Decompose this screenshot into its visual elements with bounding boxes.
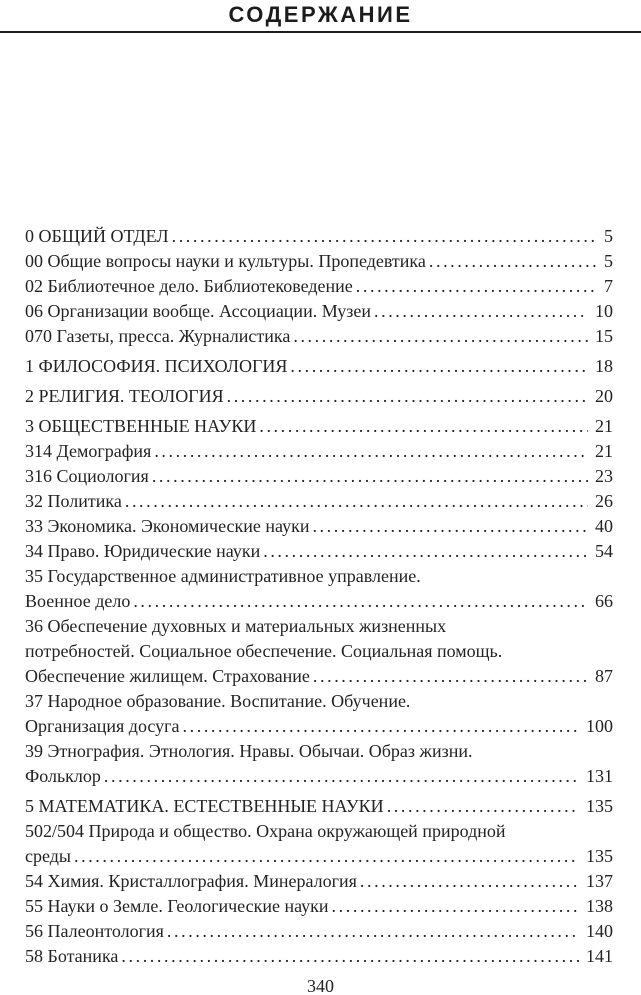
dot-leader <box>259 416 613 436</box>
dot-leader <box>312 516 613 536</box>
dot-leader <box>183 716 613 736</box>
toc-entry-text: 070 Газеты, пресса. Журналистика <box>25 326 291 346</box>
toc-entry <box>25 819 613 869</box>
toc-entry-page: 66 <box>588 589 613 614</box>
toc-entry <box>25 919 613 944</box>
dot-leader <box>74 846 613 866</box>
toc-entry-text: 56 Палеонтология <box>25 921 164 941</box>
toc-entry-last-line <box>25 844 613 869</box>
toc-entry <box>25 869 613 894</box>
dot-leader <box>290 356 613 376</box>
dot-leader <box>313 666 613 686</box>
toc-entry-page: 21 <box>588 439 613 464</box>
toc-entry-text: 33 Экономика. Экономические науки <box>25 516 310 536</box>
toc-entry-text: 06 Организации вообще. Ассоциации. Музеи <box>25 301 371 321</box>
toc-entry-page: 141 <box>579 944 613 969</box>
toc-entry-last-line <box>25 489 613 514</box>
dot-leader <box>125 491 613 511</box>
toc-entry-text: среды <box>25 846 71 866</box>
dot-leader <box>429 251 613 271</box>
toc-entry <box>25 614 613 689</box>
toc-entry-page: 54 <box>588 539 613 564</box>
toc-entry-last-line <box>25 589 613 614</box>
toc-entry-page: 135 <box>579 844 613 869</box>
toc-entry-page: 23 <box>588 464 613 489</box>
toc-entry <box>25 689 613 739</box>
toc-entry-page: 7 <box>597 274 613 299</box>
toc-entry-text-line: потребностей. Социальное обеспечение. Социальная помощь. <box>25 641 503 661</box>
toc-entry <box>25 274 613 299</box>
toc-list <box>0 224 641 969</box>
toc-entry-last-line <box>25 664 613 689</box>
toc-entry <box>25 249 613 274</box>
toc-entry-page: 10 <box>588 299 613 324</box>
toc-entry-text: 1 ФИЛОСОФИЯ. ПСИХОЛОГИЯ <box>25 356 288 376</box>
toc-entry-last-line <box>25 224 613 249</box>
toc-entry-last-line <box>25 539 613 564</box>
toc-entry-text: 314 Демография <box>25 441 152 461</box>
toc-entry-text-line: 36 Обеспечение духовных и материальных жизненных <box>25 616 447 636</box>
dot-leader <box>263 541 613 561</box>
toc-entry-last-line <box>25 299 613 324</box>
toc-entry-last-line <box>25 354 613 379</box>
toc-entry-last-line <box>25 384 613 409</box>
toc-entry-page: 5 <box>597 224 613 249</box>
toc-entry-page: 21 <box>588 414 613 439</box>
toc-entry-page: 87 <box>588 664 613 689</box>
dot-leader <box>133 591 613 611</box>
dot-leader <box>374 301 613 321</box>
toc-entry-text: Организация досуга <box>25 716 180 736</box>
toc-entry-last-line <box>25 764 613 789</box>
toc-entry-text: Военное дело <box>25 591 131 611</box>
toc-entry <box>25 794 613 819</box>
toc-entry-last-line <box>25 714 613 739</box>
toc-entry-text-line: 35 Государственное административное управление. <box>25 566 421 586</box>
dot-leader <box>356 276 613 296</box>
toc-entry-text: 3 ОБЩЕСТВЕННЫЕ НАУКИ <box>25 416 257 436</box>
toc-entry-text: 0 ОБЩИЙ ОТДЕЛ <box>25 226 169 246</box>
toc-entry-last-line <box>25 869 613 894</box>
toc-entry-last-line <box>25 894 613 919</box>
toc-entry-page: 26 <box>588 489 613 514</box>
toc-entry <box>25 894 613 919</box>
page-number: 340 <box>307 976 334 995</box>
toc-entry <box>25 384 613 409</box>
dot-leader <box>104 766 613 786</box>
page-header <box>0 0 641 33</box>
toc-entry <box>25 739 613 789</box>
toc-entry-page: 18 <box>588 354 613 379</box>
toc-entry-text-line: 39 Этнография. Этнология. Нравы. Обычаи. Образ жизни. <box>25 741 473 761</box>
toc-entry-text: 55 Науки о Земле. Геологические науки <box>25 896 329 916</box>
toc-entry-last-line <box>25 514 613 539</box>
toc-entry <box>25 944 613 969</box>
page-footer <box>0 976 641 995</box>
toc-entry-page: 5 <box>597 249 613 274</box>
toc-entry <box>25 224 613 249</box>
toc-entry-page: 40 <box>588 514 613 539</box>
dot-leader <box>172 226 613 246</box>
toc-entry-page: 140 <box>579 919 613 944</box>
toc-entry <box>25 514 613 539</box>
toc-entry-last-line <box>25 464 613 489</box>
toc-entry-page: 137 <box>579 869 613 894</box>
toc-entry-page: 138 <box>579 894 613 919</box>
toc-entry-last-line <box>25 439 613 464</box>
toc-entry-text: 54 Химия. Кристаллография. Минералогия <box>25 871 357 891</box>
toc-entry-text: 316 Социология <box>25 466 149 486</box>
toc-entry-text: 00 Общие вопросы науки и культуры. Пропедевтика <box>25 251 426 271</box>
toc-entry-last-line <box>25 324 613 349</box>
dot-leader <box>167 921 613 941</box>
toc-entry-page: 131 <box>579 764 613 789</box>
toc-entry-text: 58 Ботаника <box>25 946 119 966</box>
toc-entry-text: 5 МАТЕМАТИКА. ЕСТЕСТВЕННЫЕ НАУКИ <box>25 796 384 816</box>
toc-entry <box>25 489 613 514</box>
toc-entry-text: Фольклор <box>25 766 101 786</box>
toc-entry-page: 20 <box>588 384 613 409</box>
toc-entry-last-line <box>25 414 613 439</box>
toc-entry-last-line <box>25 944 613 969</box>
toc-entry-last-line <box>25 794 613 819</box>
toc-entry-text: Обеспечение жилищем. Страхование <box>25 666 310 686</box>
dot-leader <box>360 871 613 891</box>
toc-entry-text-line: 502/504 Природа и общество. Охрана окружающей природной <box>25 821 506 841</box>
toc-entry <box>25 324 613 349</box>
dot-leader <box>121 946 613 966</box>
toc-entry-page: 135 <box>579 794 613 819</box>
toc-entry-last-line <box>25 249 613 274</box>
toc-entry-page: 100 <box>579 714 613 739</box>
toc-entry <box>25 564 613 614</box>
toc-entry <box>25 354 613 379</box>
dot-leader <box>154 441 613 461</box>
toc-entry-text: 2 РЕЛИГИЯ. ТЕОЛОГИЯ <box>25 386 224 406</box>
toc-entry <box>25 464 613 489</box>
toc-entry-text-line: 37 Народное образование. Воспитание. Обучение. <box>25 691 411 711</box>
toc-entry-text: 02 Библиотечное дело. Библиотековедение <box>25 276 353 296</box>
dot-leader <box>227 386 613 406</box>
dot-leader <box>332 896 613 916</box>
toc-entry <box>25 439 613 464</box>
toc-entry-text: 34 Право. Юридические науки <box>25 541 261 561</box>
toc-entry-page: 15 <box>588 324 613 349</box>
toc-entry-last-line <box>25 919 613 944</box>
page-title: СОДЕРЖАНИЕ <box>228 2 413 27</box>
toc-entry <box>25 539 613 564</box>
dot-leader <box>152 466 613 486</box>
toc-entry <box>25 299 613 324</box>
toc-entry-last-line <box>25 274 613 299</box>
toc-entry-text: 32 Политика <box>25 491 122 511</box>
dot-leader <box>293 326 613 346</box>
toc-entry <box>25 414 613 439</box>
